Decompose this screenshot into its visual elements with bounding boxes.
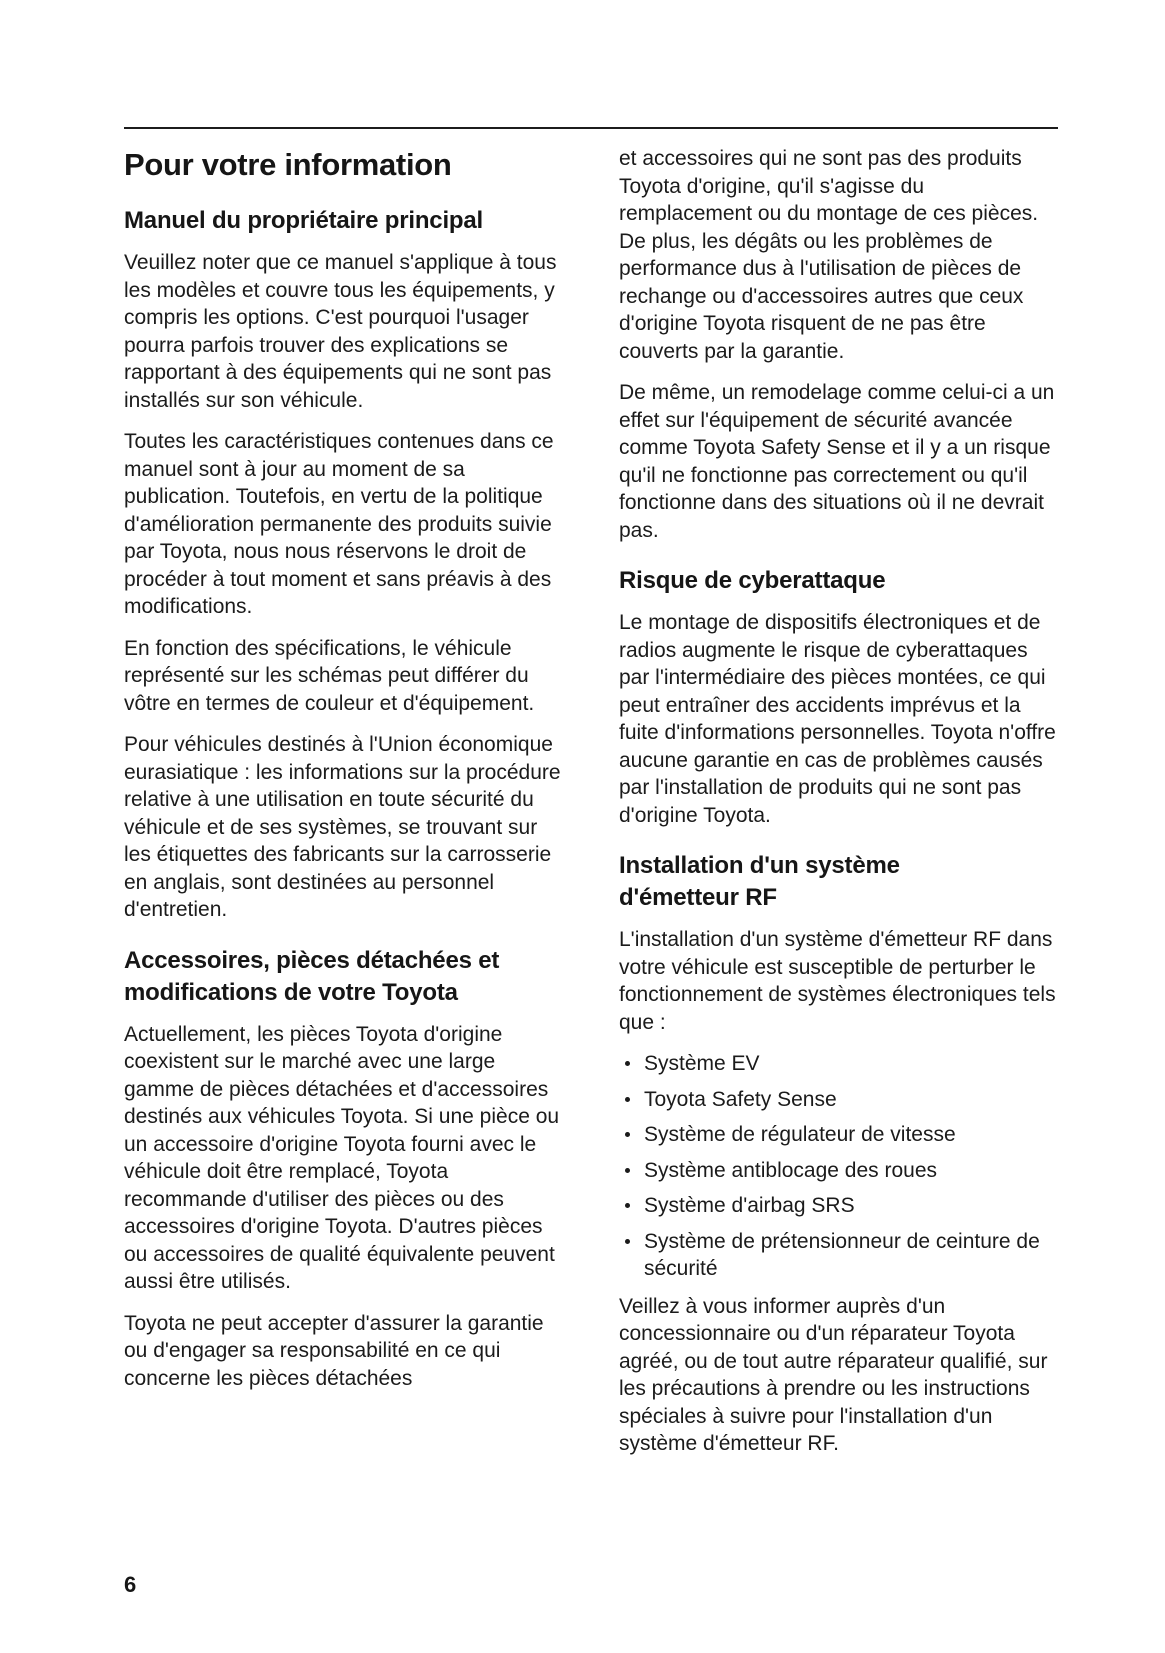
- paragraph-cyberattack-risk: Le montage de dispositifs électroniques et de radios augmente le risque de cyberattaques par l'intermédiaire des pièces montées, ce qui peut entraîner des accidents imprévus et la fuite d'informations personnelles. Toyota n'offre aucune garantie en cas de problèmes causés par l'installation de produits qui ne sont pas d'origine Toyota.: [619, 611, 1056, 827]
- paragraph-dealer-advice: Veillez à vous informer auprès d'un concessionnaire ou d'un réparateur Toyota agréé, ou de tout autre réparateur qualifié, sur les précautions à prendre ou les instructions spéciales à suivre pour l'installation d'un système d'émetteur RF.: [619, 1294, 1048, 1455]
- page-number: 6: [124, 1572, 137, 1597]
- paragraph-diagrams-differ: En fonction des spécifications, le véhicule représenté sur les schémas peut différer du vôtre en termes de couleur et d'équipement.: [124, 636, 535, 715]
- section-heading-cyberattack: Risque de cyberattaque: [619, 567, 886, 594]
- left-column: [124, 145, 562, 1406]
- paragraph-warranty-start: Toyota ne peut accepter d'assurer la garantie ou d'engager sa responsabilité en ce qui concerne les pièces détachées: [124, 1311, 544, 1390]
- list-item-toyota-safety-sense: Toyota Safety Sense: [619, 1086, 1057, 1114]
- list-item-cruise-control: Système de régulateur de vitesse: [619, 1121, 1057, 1149]
- list-item-srs-airbag: Système d'airbag SRS: [619, 1192, 1057, 1220]
- paragraph-genuine-parts: Actuellement, les pièces Toyota d'origine coexistent sur le marché avec une large gamme de pièces détachées et d'accessoires destinés aux véhicules Toyota. Si une pièce ou un accessoire d'origine Toyota fourni avec le véhicule doit être remplacé, Toyota recommande d'utiliser des pièces ou des accessoires d'origine Toyota. D'autres pièces ou accessoires de qualité équivalente peuvent aussi être utilisés.: [124, 1022, 560, 1293]
- paragraph-eurasian-union: Pour véhicules destinés à l'Union économique eurasiatique : les informations sur la procédure relative à une utilisation en toute sécurité du véhicule et de ses systèmes, se trouvant sur les étiquettes des fabricants sur la carrosserie en anglais, sont destinées au personnel d'entretien.: [124, 733, 561, 921]
- paragraph-warranty-continued: et accessoires qui ne sont pas des produits Toyota d'origine, qu'il s'agisse du remplacement ou du montage de ces pièces. De plus, les dégâts ou les problèmes de performance dus à l'utilisation de pièces de rechange ou d'accessoires autres que ceux d'origine Toyota risquent de ne pas être couverts par la garantie.: [619, 147, 1039, 363]
- affected-systems-list: [619, 1050, 1057, 1283]
- paragraph-remodeling-safety: De même, un remodelage comme celui-ci a un effet sur l'équipement de sécurité avancée comme Toyota Safety Sense et il y a un risque qu'il ne fonctionne pas correctement ou qu'il fonctionne dans des situations où il ne devrait pas.: [619, 381, 1055, 542]
- paragraph-models-coverage: Veuillez noter que ce manuel s'applique à tous les modèles et couvre tous les équipements, y compris les options. C'est pourquoi l'usager pourra parfois trouver des explications se rapportant à des équipements qui ne sont pas installés sur son véhicule.: [124, 251, 557, 412]
- paragraph-specs-current: Toutes les caractéristiques contenues dans ce manuel sont à jour au moment de sa publication. Toutefois, en vertu de la politique d'amélioration permanente des produits suivie par Toyota, nous nous réservons le droit de procéder à tout moment et sans préavis à des modifications.: [124, 430, 554, 618]
- section-heading-rf-transmitter: Installation d'un système d'émetteur RF: [619, 852, 900, 911]
- page-content: [124, 127, 1058, 1472]
- top-rule: [124, 127, 1058, 129]
- page-title: Pour votre information: [124, 147, 452, 182]
- section-heading-accessories: Accessoires, pièces détachées et modifications de votre Toyota: [124, 946, 500, 1006]
- list-item-seatbelt-pretensioner: Système de prétensionneur de ceinture de sécurité: [619, 1228, 1057, 1283]
- paragraph-rf-interference: L'installation d'un système d'émetteur RF dans votre véhicule est susceptible de perturber le fonctionnement de systèmes électroniques tels que :: [619, 928, 1056, 1034]
- right-column: [619, 145, 1057, 1472]
- list-item-ev-system: Système EV: [619, 1050, 1057, 1078]
- two-column-layout: [124, 145, 1058, 1472]
- list-item-abs: Système antiblocage des roues: [619, 1157, 1057, 1185]
- section-heading-owners-manual: Manuel du propriétaire principal: [124, 207, 483, 234]
